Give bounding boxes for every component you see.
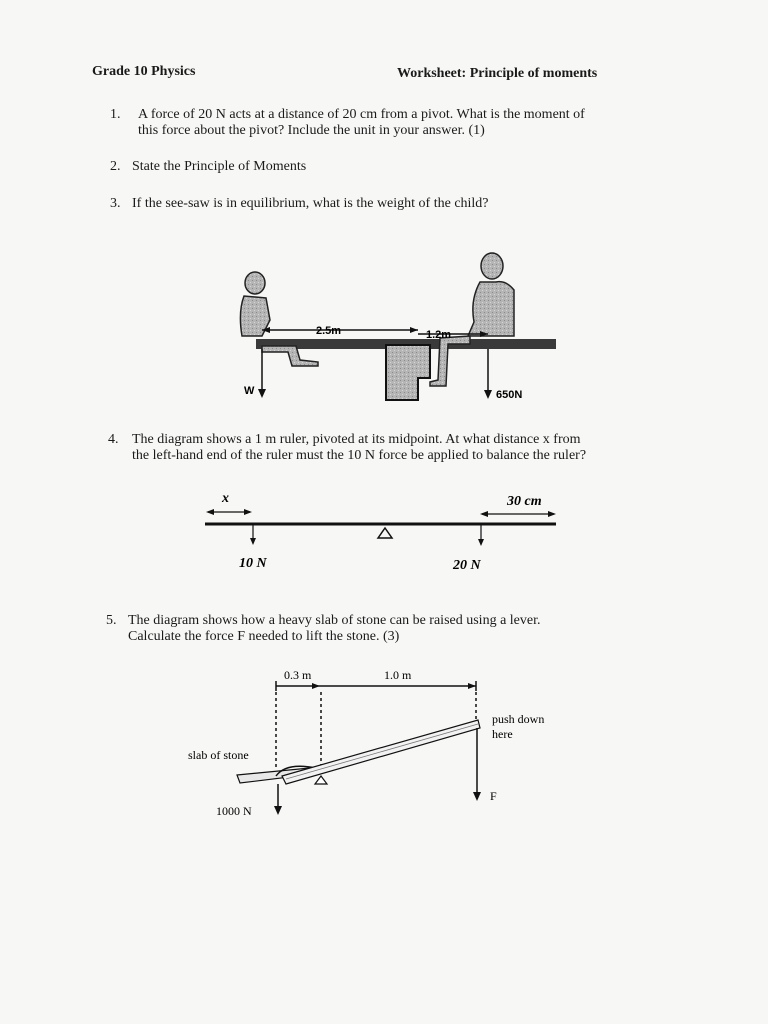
- question-number: 5.: [106, 613, 117, 628]
- question-text-line2: Calculate the force F needed to lift the stone. (3): [128, 629, 400, 644]
- ruler-left-label: x: [222, 491, 229, 506]
- lever-push-force: F: [490, 789, 497, 803]
- course-title: Grade 10 Physics: [92, 64, 196, 79]
- lever-long-distance: 1.0 m: [384, 668, 412, 682]
- seesaw-right-distance: 1.2m: [426, 329, 452, 341]
- lever-stone-force: 1000 N: [216, 804, 252, 818]
- question-number: 1.: [110, 107, 121, 122]
- lever-push-label: push down: [492, 712, 545, 726]
- ruler-right-label: 30 cm: [507, 494, 542, 509]
- lever-short-distance: 0.3 m: [284, 668, 312, 682]
- lever-push-label-2: here: [492, 727, 513, 741]
- seesaw-right-force: 650N: [496, 389, 523, 401]
- question-text-line2: the left-hand end of the ruler must the 10 N force be applied to balance the ruler?: [132, 448, 587, 463]
- question-number: 3.: [110, 196, 121, 211]
- lever-pivot: [315, 776, 327, 784]
- ruler-right-force: 20 N: [453, 558, 481, 573]
- question-text: State the Principle of Moments: [132, 159, 307, 174]
- question-text: If the see-saw is in equilibrium, what is the weight of the child?: [132, 196, 489, 211]
- question-text-line2: this force about the pivot? Include the unit in your answer. (1): [138, 123, 485, 138]
- ruler-left-force: 10 N: [239, 556, 267, 571]
- question-text: The diagram shows a 1 m ruler, pivoted at its midpoint. At what distance x from: [132, 432, 581, 447]
- seesaw-left-force: W: [244, 385, 255, 397]
- seesaw-left-distance: 2.5m: [316, 325, 342, 337]
- question-text: The diagram shows how a heavy slab of stone can be raised using a lever.: [128, 613, 541, 628]
- question-text: A force of 20 N acts at a distance of 20 cm from a pivot. What is the moment of: [138, 107, 585, 122]
- question-number: 2.: [110, 159, 121, 174]
- worksheet-title: Worksheet: Principle of moments: [397, 66, 598, 81]
- question-number: 4.: [108, 432, 119, 447]
- lever-stone-label: slab of stone: [188, 748, 249, 762]
